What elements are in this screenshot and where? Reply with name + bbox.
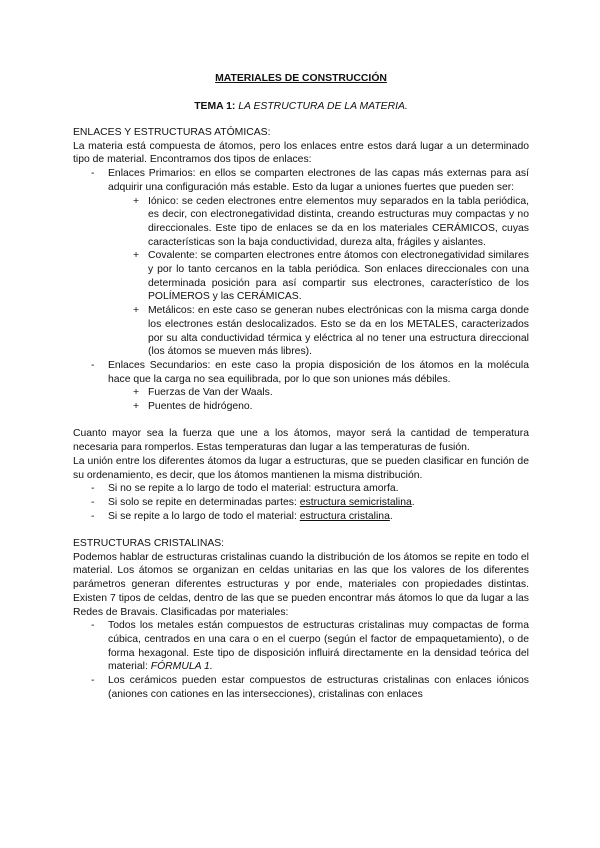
list-item-text: Si solo se repite en determinadas partes: xyxy=(108,496,300,508)
bond-types-list xyxy=(73,167,529,414)
list-item-text: Si no se repite a lo largo de todo el material: estructura amorfa. xyxy=(108,483,399,495)
paragraph: Podemos hablar de estructuras cristalinas cuando la distribución de los átomos se repite en todo el material. Los átomos se organizan en celdas unitarias en las que los valores de los diferentes parámetros generan diferentes estructuras y por ende, materiales con propiedades distintas. Existen 7 tipos de celdas, dentro de las que se pueden encontrar más átomos lo que da lugar a las Redes de Bravais. Clasificadas por materiales: xyxy=(73,551,529,618)
plus-bullet: + xyxy=(133,401,140,413)
list-item-text: Covalente: se comparten electrones entre átomos con electronegatividad similares y por lo tanto cercanos en la tabla periódica. Son enlaces direccionales con una determinada posición para así compartir sus electrones, característico de los POLÍMEROS y las CERÁMICAS. xyxy=(148,250,529,303)
dash-bullet: - xyxy=(91,168,95,180)
list-item-metalicos xyxy=(125,304,529,359)
secondary-bonds-list xyxy=(125,386,529,413)
list-item-text: Iónico: se ceden electrones entre elementos muy separados en la tabla periódica, es decir, con electronegatividad distinta, creando estructuras muy compactas y no direccionales. Este tipo de enlaces se da en los materiales CERÁMICOS, cuyas características son la baja conductividad, dureza alta, frágiles y aislantes. xyxy=(148,195,529,248)
list-item-text: Enlaces Secundarios: en este caso la propia disposición de los átomos en la molécula hace que la carga no sea equilibrada, por lo que son uniones más débiles. xyxy=(108,359,529,385)
section-enlaces xyxy=(73,126,529,414)
topic-label: TEMA 1: xyxy=(194,101,236,112)
punctuation: . xyxy=(389,510,393,522)
dash-bullet: - xyxy=(91,510,95,522)
section-cristalinas xyxy=(73,537,529,701)
list-item-amorfa xyxy=(73,482,529,496)
plus-bullet: + xyxy=(133,305,140,317)
paragraph: La materia está compuesta de átomos, pero los enlaces entre estos dará lugar a un determinado tipo de material. Encontramos dos tipos de enlaces: xyxy=(73,140,529,166)
underlined-term: estructura cristalina xyxy=(299,510,390,522)
structure-types-list xyxy=(73,482,529,523)
list-item-semicristalina xyxy=(73,496,529,510)
list-item-text: Si se repite a lo largo de todo el material: xyxy=(108,510,300,522)
punctuation: . xyxy=(411,496,415,508)
primary-bonds-list xyxy=(125,195,529,359)
list-item-metales xyxy=(73,619,529,674)
list-item-secundarios xyxy=(73,359,529,414)
list-item-ionico xyxy=(125,195,529,250)
list-item-text: Fuerzas de Van der Waals. xyxy=(148,387,273,399)
dash-bullet: - xyxy=(91,675,95,687)
materials-list xyxy=(73,619,529,701)
list-item-text: Puentes de hidrógeno. xyxy=(148,401,253,413)
list-item-covalente xyxy=(125,249,529,304)
paragraph: Cuanto mayor sea la fuerza que une a los átomos, mayor será la cantidad de temperatura necesaria para romperlos. Estas temperaturas dan lugar a las temperaturas de fusión. xyxy=(73,428,529,454)
list-item-vanderwaals xyxy=(125,386,529,400)
formula-reference: FÓRMULA 1. xyxy=(150,661,213,673)
topic-name: LA ESTRUCTURA DE LA MATERIA. xyxy=(238,101,408,112)
list-item-primarios xyxy=(73,167,529,359)
dash-bullet: - xyxy=(91,359,95,371)
list-item-text: Los cerámicos pueden estar compuestos de estructuras cristalinas con enlaces iónicos (aniones con cationes en las intersecciones), cristalinas con enlaces xyxy=(108,675,529,700)
list-item-text: Todos los metales están compuestos de estructuras cristalinas muy compactas de forma cúbica, centrados en una cara o en el cuerpo (según el factor de empaquetamiento), o de forma hexagonal. Este tipo de disposición influirá directamente en la densidad teórica del material: xyxy=(108,620,529,673)
list-item-text: Enlaces Primarios: en ellos se comparten electrones de las capas más externas para así adquirir una configuración más estable. Esto da lugar a uniones fuertes que pueden ser: xyxy=(108,168,529,193)
document-title: MATERIALES DE CONSTRUCCIÓN xyxy=(215,73,387,84)
list-item-cristalina xyxy=(73,510,529,524)
list-item-text: Metálicos: en este caso se generan nubes electrónicas con la misma carga donde los electrones están deslocalizados. Esto se da en los METALES, caracterizados por su alta conductividad térmica y eléctrica al no tener una estructura direccional (los átomos se mueven más libres). xyxy=(148,305,529,358)
section-heading-enlaces: ENLACES Y ESTRUCTURAS ATÓMICAS: xyxy=(73,127,271,138)
dash-bullet: - xyxy=(91,496,95,508)
dash-bullet: - xyxy=(91,620,95,632)
list-item-ceramicos xyxy=(73,674,529,701)
section-fuerza xyxy=(73,427,529,523)
plus-bullet: + xyxy=(133,195,140,207)
dash-bullet: - xyxy=(91,483,95,495)
plus-bullet: + xyxy=(133,387,140,399)
plus-bullet: + xyxy=(133,250,140,262)
section-heading-cristalinas: ESTRUCTURAS CRISTALINAS: xyxy=(73,538,225,550)
paragraph: La unión entre los diferentes átomos da lugar a estructuras, que se pueden clasificar en función de su ordenamiento, es decir, que los átomos mantienen la misma distribución. xyxy=(73,455,529,481)
topic-title xyxy=(73,100,529,114)
underlined-term: estructura semicristalina xyxy=(299,496,412,508)
list-item-hidrogeno xyxy=(125,400,529,414)
